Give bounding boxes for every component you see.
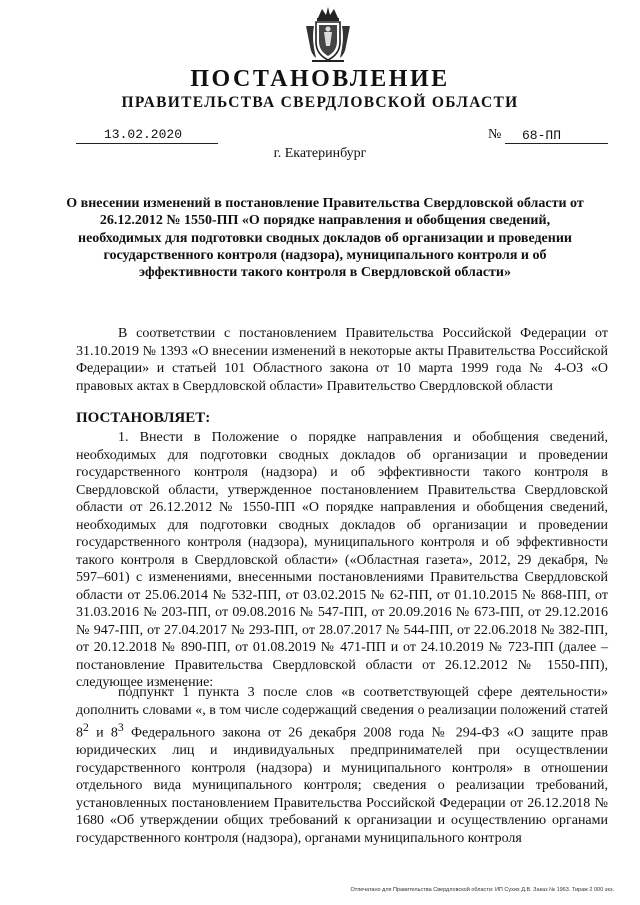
coat-of-arms-icon [302,6,354,64]
item-1-paragraph: 1. Внести в Положение о порядке направления и обобщения сведений, необходимых для подготовки сводных докладов об организации и проведении государственного контроля (надзора) и об эффективности такого контроля в Свердловской области, утвержденное постановлением Правительства Свердловской области от 26.12.2012 № 1550-ПП «О порядке направления и обобщения сведений, необходимых для подготовки сводных докладов об организации и проведении государственного контроля (надзора), муниципального контроля и об эффективности такого контроля в Свердловской области» («Областная газета», 2012, 29 декабря, № 597–601) с изменениями, внесенными постановлениями Правительства Свердловской области от 25.06.2014 № 532-ПП, от 03.02.2015 № 62-ПП, от 01.10.2015 № 868-ПП, от 31.03.2016 № 203-ПП, от 09.08.2016 № 547-ПП, от 20.09.2016 № 673-ПП, от 29.12.2016 № 947-ПП, от 27.04.2017 № 293-ПП, от 28.07.2017 № 544-ПП, от 22.06.2018 № 382-ПП, от 20.12.2018 № 890-ПП, от 01.08.2019 № 471-ПП и от 24.10.2019 № 723-ПП (далее – постановление Правительства Свердловской области от 26.12.2012 № 1550-ПП), следующее изменение: [76,430,608,690]
issuer-title: ПРАВИТЕЛЬСТВА СВЕРДЛОВСКОЙ ОБЛАСТИ [121,94,519,111]
resolve-heading: ПОСТАНОВЛЯЕТ: [76,410,211,426]
document-type-title: ПОСТАНОВЛЕНИЕ [190,66,450,92]
city: г. Екатеринбург [273,146,367,161]
subitem-text-3: Федерального закона от 26 декабря 2008 года № 294-ФЗ «О защите прав юридических лиц и индивидуальных предпринимателей при осуществлении государственного контроля (надзора) и муниципального контроля» в отношении отдельного вида муниципального контроля; сведения о реализации требований, установленных постановлением Правительства Российской Федерации от 26.12.2018 № 1680 «Об утверждении общих требований к организации и осуществлению органами государственного контроля (надзора), органами муниципального контроля [76,725,608,846]
document-number: 68-ПП [522,128,562,143]
date-underline [76,143,218,144]
document-date: 13.02.2020 [104,127,183,142]
preamble-paragraph: В соответствии с постановлением Правительства Российской Федерации от 31.10.2019 № 1393 «О внесении изменений в некоторые акты Правительства Российской Федерации» и статьей 101 Областного закона от 10 марта 1999 года № 4-ОЗ «О правовых актах в Свердловской области» Правительство Свердловской области [76,326,608,394]
document-subject: О внесении изменений в постановление Правительства Свердловской области от 26.12.2012 № 1550-ПП «О порядке направления и обобщения сведений, необходимых для подготовки сводных докладов об организации и проведении государственного контроля (надзора), муниципального контроля и об эффективности такого контроля в Свердловской области» [66,196,584,281]
number-label: № [488,127,502,142]
print-footer-note: Отпечатано для Правительства Свердловской области: ИП Сухих Д.В. Заказ № 1963. Тираж 2 000 экз. [350,887,614,893]
superscript-2: 3 [117,721,124,734]
subitem-text-1: подпункт 1 пункта 3 после слов «в соответствующей сфере деятельности» дополнить словами «, в том числе содержащий сведения о реализации положений статей 8 [76,685,608,741]
subitem-paragraph [76,684,608,847]
superscript-1: 2 [83,721,89,734]
number-underline [505,143,608,144]
subitem-text-2: и 8 [88,725,118,741]
